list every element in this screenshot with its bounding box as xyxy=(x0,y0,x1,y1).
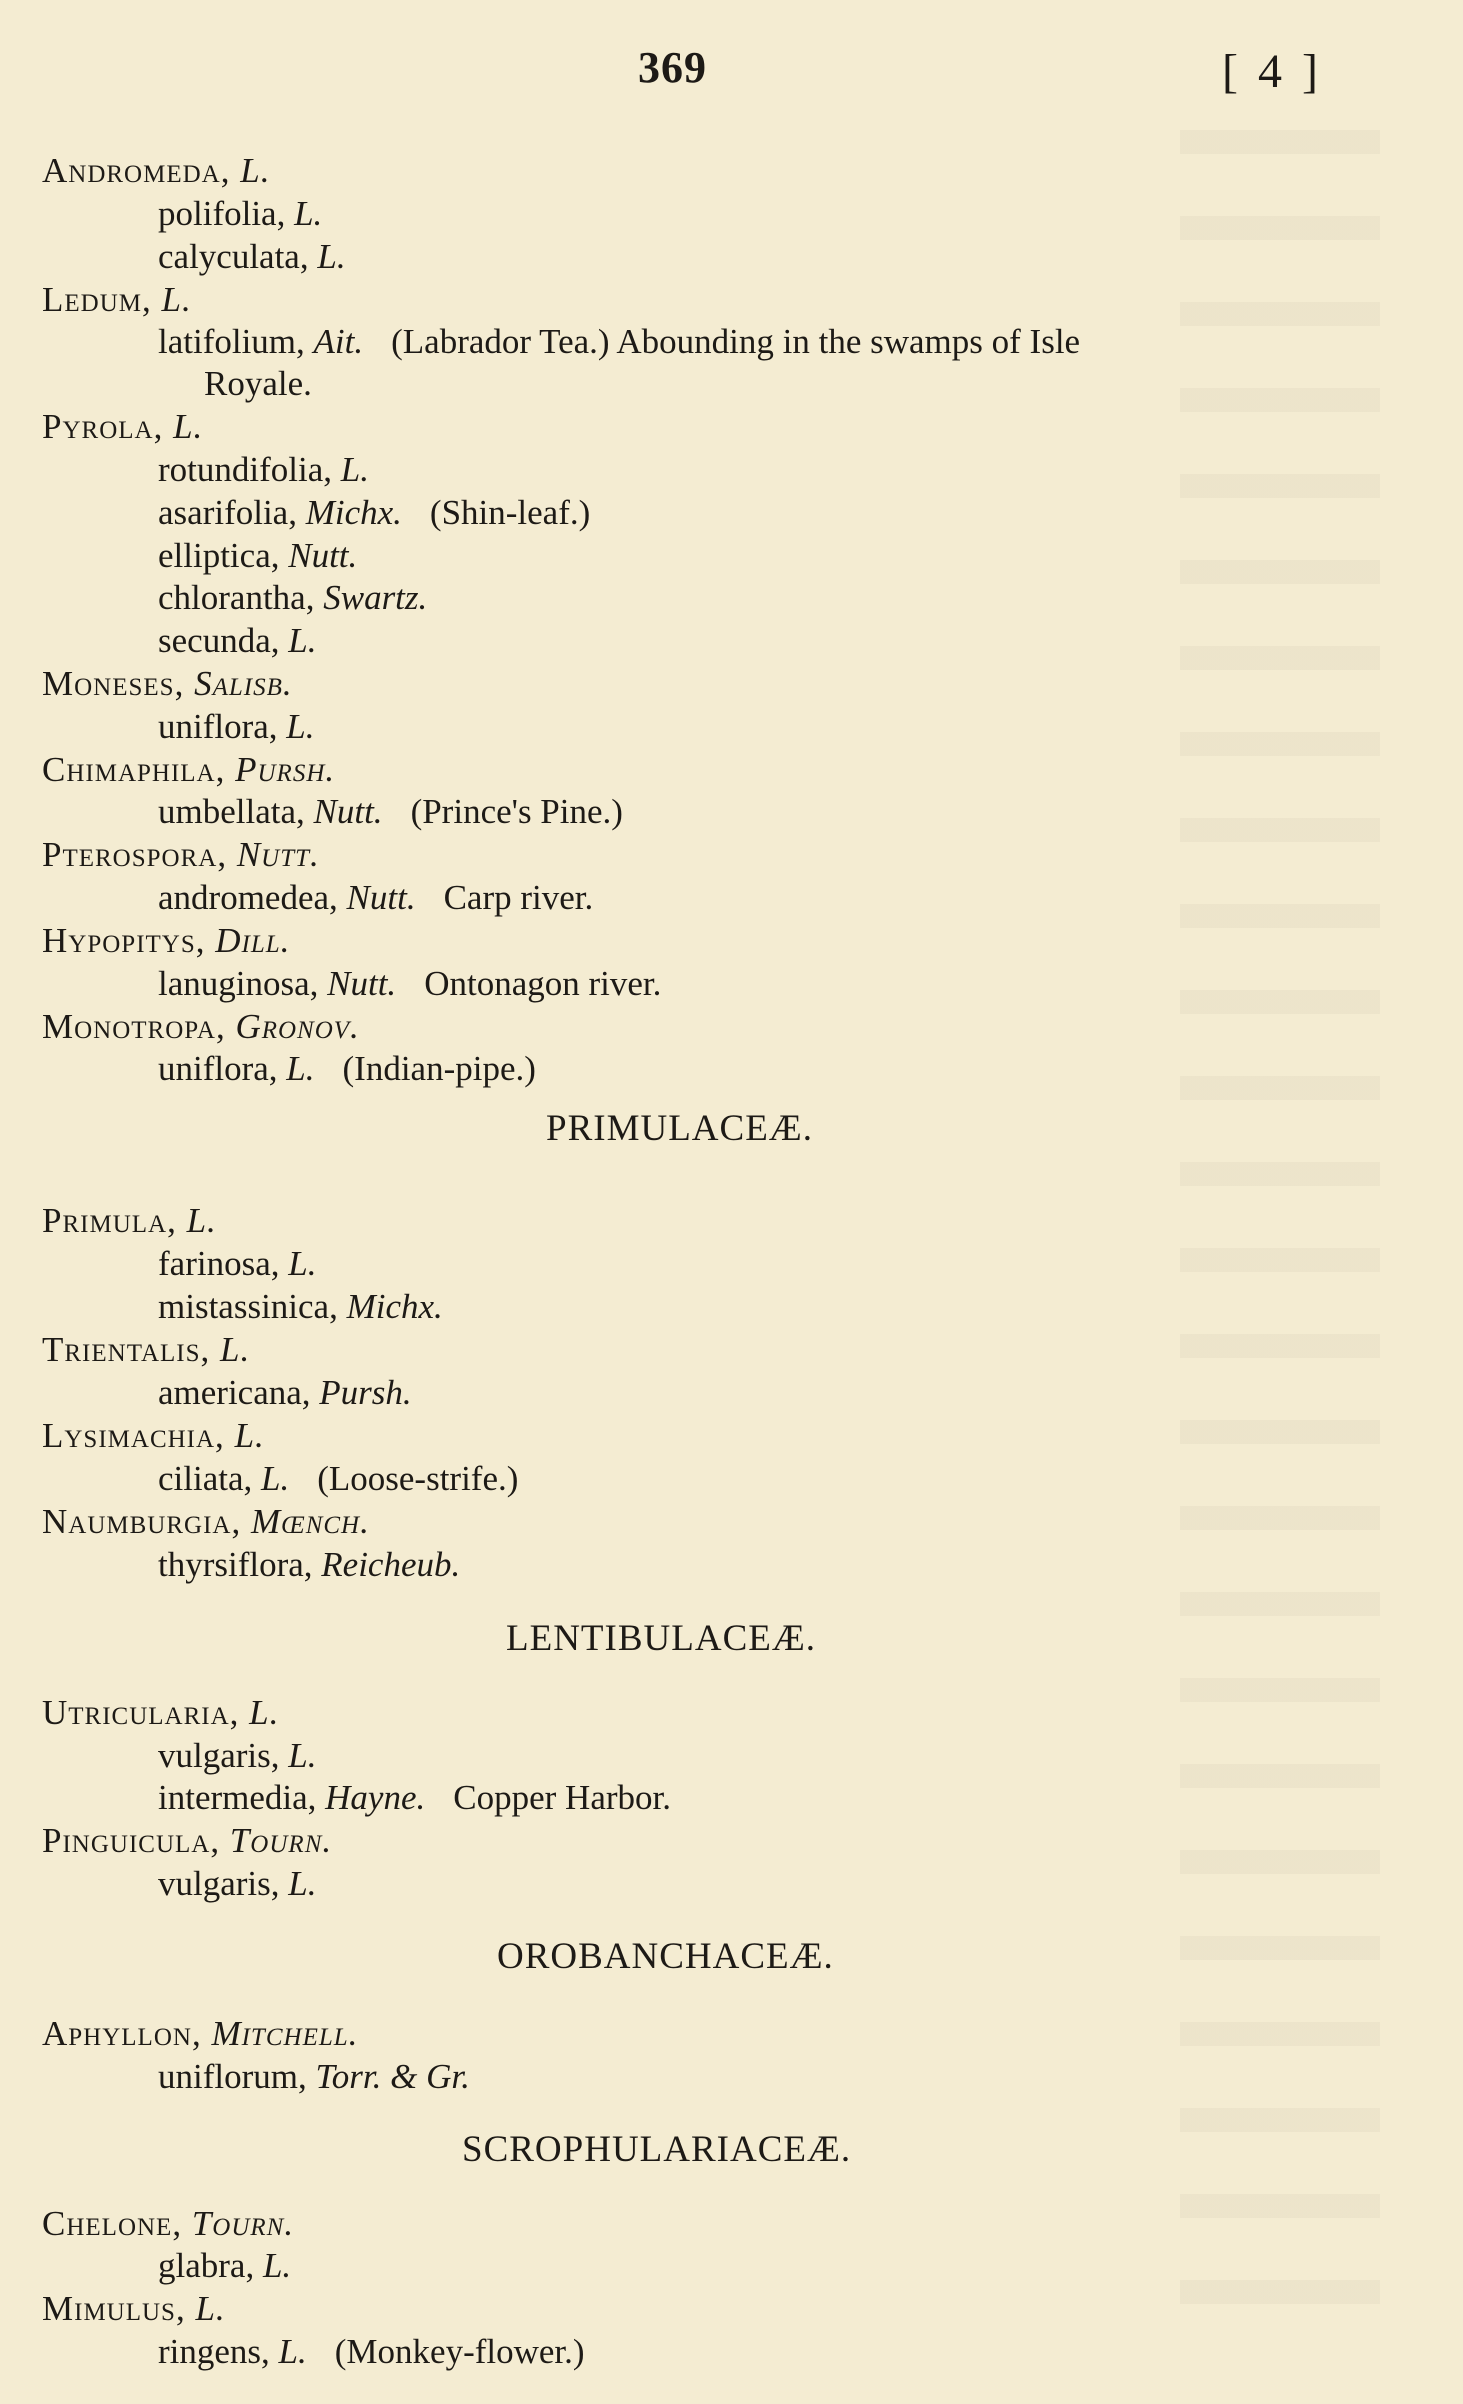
species-entry xyxy=(158,236,346,278)
genus-entry xyxy=(42,663,293,705)
species-name: Royale. xyxy=(204,364,312,403)
author-abbreviation: L. xyxy=(262,2246,292,2285)
genus-entry xyxy=(42,2288,226,2330)
habitat-note: (Monkey-flower.) xyxy=(334,2332,585,2371)
author-abbreviation: Nutt. xyxy=(313,792,383,831)
habitat-note: Carp river. xyxy=(443,878,594,917)
author-abbreviation: L. xyxy=(249,1693,280,1732)
species-entry xyxy=(158,1372,412,1414)
species-name: elliptica, xyxy=(158,536,280,575)
genus-entry xyxy=(42,2203,294,2245)
genus-entry xyxy=(42,920,290,962)
family-heading: LENTIBULACEÆ. xyxy=(506,1618,816,1659)
author-abbreviation: Nutt. xyxy=(346,878,416,917)
author-abbreviation: Nutt. xyxy=(288,536,358,575)
species-entry xyxy=(158,1777,671,1819)
author-abbreviation: L. xyxy=(286,1049,315,1088)
author-abbreviation: Mœnch. xyxy=(250,1502,370,1541)
genus-name: Moneses, xyxy=(42,664,185,703)
genus-entry xyxy=(42,150,270,192)
genus-entry xyxy=(42,1820,332,1862)
species-name: mistassinica, xyxy=(158,1287,338,1326)
author-abbreviation: Salisb. xyxy=(194,664,293,703)
genus-name: Pterospora, xyxy=(42,835,228,874)
habitat-note: Copper Harbor. xyxy=(453,1778,671,1817)
genus-entry xyxy=(42,1415,265,1457)
author-abbreviation: Nutt. xyxy=(236,835,320,874)
species-name: lanuginosa, xyxy=(158,964,319,1003)
family-heading: OROBANCHACEÆ. xyxy=(497,1936,834,1977)
species-name: rotundifolia, xyxy=(158,450,332,489)
species-entry xyxy=(158,449,369,491)
author-abbreviation: L. xyxy=(294,194,323,233)
species-name: uniflora, xyxy=(158,707,278,746)
species-entry xyxy=(158,2245,291,2287)
genus-entry xyxy=(42,1692,279,1734)
genus-name: Naumburgia, xyxy=(42,1502,242,1541)
author-abbreviation: L. xyxy=(340,450,369,489)
species-name: americana, xyxy=(158,1373,311,1412)
genus-entry xyxy=(42,406,203,448)
genus-name: Pinguicula, xyxy=(42,1821,221,1860)
author-abbreviation: L. xyxy=(288,1864,317,1903)
genus-name: Mimulus, xyxy=(42,2289,186,2328)
habitat-note: (Labrador Tea.) Abounding in the swamps of Isle xyxy=(391,322,1081,361)
author-abbreviation: Swartz. xyxy=(323,578,428,617)
species-name: umbellata, xyxy=(158,792,305,831)
genus-entry xyxy=(42,834,320,876)
author-abbreviation: Michx. xyxy=(305,493,402,532)
species-entry xyxy=(158,2331,585,2373)
species-name: asarifolia, xyxy=(158,493,297,532)
species-entry xyxy=(158,2056,470,2098)
species-entry xyxy=(158,321,1080,363)
author-abbreviation: Mitchell. xyxy=(211,2014,359,2053)
species-entry xyxy=(158,1286,443,1328)
species-name: uniflora, xyxy=(158,1049,278,1088)
species-name: farinosa, xyxy=(158,1244,280,1283)
author-abbreviation: Michx. xyxy=(346,1287,443,1326)
author-abbreviation: L. xyxy=(220,1330,251,1369)
habitat-note: (Loose-strife.) xyxy=(317,1459,519,1498)
genus-name: Ledum, xyxy=(42,280,152,319)
genus-name: Andromeda, xyxy=(42,151,231,190)
genus-entry xyxy=(42,1200,217,1242)
species-name: calyculata, xyxy=(158,237,309,276)
species-name: ringens, xyxy=(158,2332,270,2371)
author-abbreviation: L. xyxy=(261,1459,290,1498)
author-abbreviation: L. xyxy=(195,2289,226,2328)
species-entry xyxy=(158,1863,316,1905)
genus-entry xyxy=(42,279,192,321)
habitat-note: (Prince's Pine.) xyxy=(410,792,623,831)
species-name: secunda, xyxy=(158,621,280,660)
genus-name: Chimaphila, xyxy=(42,750,226,789)
species-entry xyxy=(158,877,593,919)
author-abbreviation: L. xyxy=(240,151,271,190)
family-heading: SCROPHULARIACEÆ. xyxy=(462,2129,852,2170)
author-abbreviation: Torr. & Gr. xyxy=(315,2057,470,2096)
species-entry xyxy=(158,706,315,748)
author-abbreviation: L. xyxy=(288,621,317,660)
author-abbreviation: Hayne. xyxy=(325,1778,426,1817)
author-abbreviation: Reicheub. xyxy=(321,1545,461,1584)
species-entry xyxy=(158,963,661,1005)
author-abbreviation: Dill. xyxy=(215,921,291,960)
author-abbreviation: Pursh. xyxy=(235,750,336,789)
species-name: thyrsiflora, xyxy=(158,1545,313,1584)
author-abbreviation: Tourn. xyxy=(191,2204,295,2243)
species-entry xyxy=(158,193,322,235)
species-name: ciliata, xyxy=(158,1459,253,1498)
signature-mark: [ 4 ] xyxy=(1222,45,1322,98)
genus-name: Trientalis, xyxy=(42,1330,211,1369)
genus-entry xyxy=(42,2013,358,2055)
author-abbreviation: L. xyxy=(288,1244,317,1283)
habitat-note: Ontonagon river. xyxy=(424,964,662,1003)
genus-entry xyxy=(42,1501,370,1543)
author-abbreviation: Ait. xyxy=(313,322,364,361)
species-entry xyxy=(158,791,623,833)
habitat-note: (Shin-leaf.) xyxy=(429,493,591,532)
genus-name: Aphyllon, xyxy=(42,2014,202,2053)
author-abbreviation: Pursh. xyxy=(319,1373,412,1412)
author-abbreviation: L. xyxy=(173,407,204,446)
family-heading: PRIMULACEÆ. xyxy=(546,1108,813,1149)
species-name: vulgaris, xyxy=(158,1736,280,1775)
genus-name: Lysimachia, xyxy=(42,1416,225,1455)
author-abbreviation: L. xyxy=(234,1416,265,1455)
author-abbreviation: L. xyxy=(186,1201,217,1240)
species-entry xyxy=(158,577,427,619)
species-name: chlorantha, xyxy=(158,578,315,617)
species-name: latifolium, xyxy=(158,322,305,361)
bleed-through-text xyxy=(1180,130,1380,2330)
species-entry xyxy=(158,1544,460,1586)
genus-name: Hypopitys, xyxy=(42,921,206,960)
species-entry xyxy=(158,535,357,577)
genus-name: Chelone, xyxy=(42,2204,183,2243)
genus-entry xyxy=(42,1006,360,1048)
species-entry xyxy=(158,1243,316,1285)
species-name: uniflorum, xyxy=(158,2057,307,2096)
genus-entry xyxy=(42,749,335,791)
author-abbreviation: L. xyxy=(288,1736,317,1775)
author-abbreviation: Tourn. xyxy=(229,1821,333,1860)
genus-entry xyxy=(42,1329,250,1371)
species-entry xyxy=(158,1458,518,1500)
species-name: glabra, xyxy=(158,2246,255,2285)
species-name: intermedia, xyxy=(158,1778,317,1817)
species-name: polifolia, xyxy=(158,194,286,233)
species-entry xyxy=(158,1048,536,1090)
author-abbreviation: Nutt. xyxy=(327,964,397,1003)
author-abbreviation: L. xyxy=(286,707,315,746)
page-number: 369 xyxy=(638,43,707,92)
species-entry xyxy=(158,620,316,662)
species-entry xyxy=(158,1735,316,1777)
genus-name: Pyrola, xyxy=(42,407,164,446)
species-name: andromedea, xyxy=(158,878,338,917)
continuation-line xyxy=(204,363,312,405)
habitat-note: (Indian-pipe.) xyxy=(342,1049,536,1088)
genus-name: Utricularia, xyxy=(42,1693,240,1732)
genus-name: Primula, xyxy=(42,1201,177,1240)
author-abbreviation: Gronov. xyxy=(235,1007,360,1046)
species-entry xyxy=(158,492,590,534)
author-abbreviation: L. xyxy=(317,237,346,276)
author-abbreviation: L. xyxy=(161,280,192,319)
species-name: vulgaris, xyxy=(158,1864,280,1903)
genus-name: Monotropa, xyxy=(42,1007,226,1046)
author-abbreviation: L. xyxy=(278,2332,307,2371)
